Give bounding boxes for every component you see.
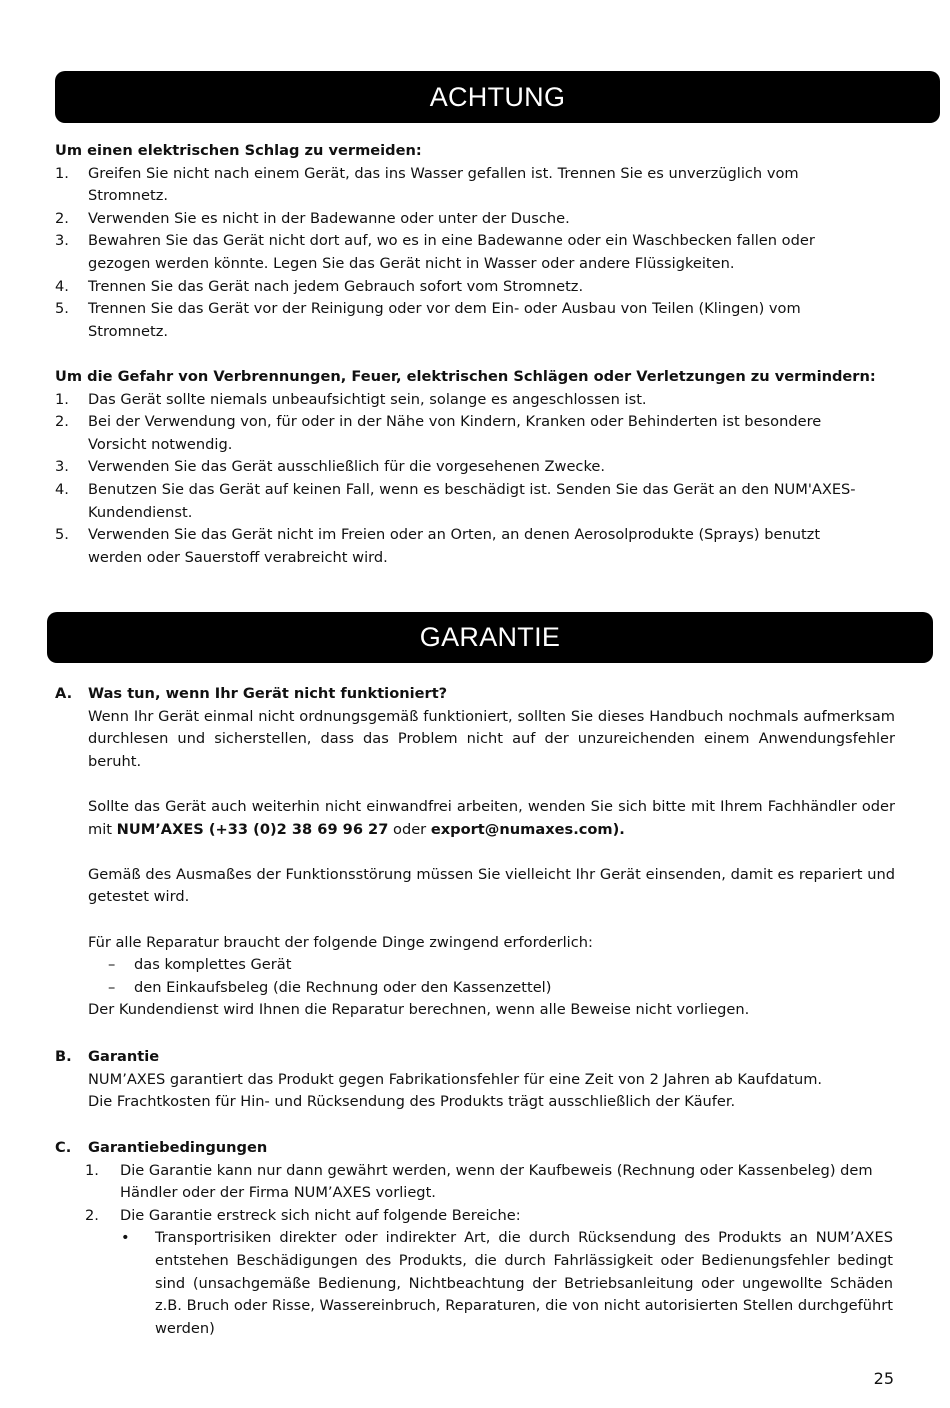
paragraph: Die Frachtkosten für Hin- und Rücksendung des Produkts trägt ausschließlich der Käufer. bbox=[88, 1093, 736, 1111]
section-letter: A. bbox=[55, 685, 73, 702]
list-item: 4. Benutzen Sie das Gerät auf keinen Fall, wenn es beschädigt ist. Senden Sie das Gerät an den NUM'AXES-Kundendienst. bbox=[55, 480, 856, 521]
list-item: 3. Bewahren Sie das Gerät nicht dort auf, wo es in eine Badewanne oder ein Waschbecken fallen oder gezogen werden könnte. Legen Sie das Gerät nicht in Wasser oder andere Flüssigkeiten. bbox=[55, 232, 815, 272]
achtung-title: ACHTUNG bbox=[429, 81, 566, 112]
paragraph: Der Kundendienst wird Ihnen die Reparatur berechnen, wenn alle Beweise nicht vorliegen. bbox=[88, 1001, 750, 1019]
section-heading: Um die Gefahr von Verbrennungen, Feuer, elektrischen Schlägen oder Verletzungen zu vermindern: bbox=[55, 368, 876, 385]
list-item: 5. Trennen Sie das Gerät vor der Reinigung oder vor dem Ein- oder Ausbau von Teilen (Klingen) vom Stromnetz. bbox=[55, 300, 801, 340]
list-item: 1. Das Gerät sollte niemals unbeaufsichtigt sein, solange es angeschlossen ist. bbox=[55, 390, 647, 408]
dash-marker: – bbox=[108, 978, 116, 996]
page-number: 25 bbox=[873, 1369, 894, 1388]
paragraph: Für alle Reparatur braucht der folgende Dinge zwingend erforderlich: bbox=[88, 933, 593, 951]
section-heading: Garantie bbox=[88, 1048, 160, 1065]
section-heading: Garantiebedingungen bbox=[88, 1139, 268, 1156]
garantie-section-b bbox=[55, 1046, 895, 1114]
section-heading: Was tun, wenn Ihr Gerät nicht funktioniert? bbox=[88, 685, 448, 702]
list-item: 1. Die Garantie kann nur dann gewährt werden, wenn der Kaufbeweis (Rechnung oder Kassenbeleg) dem Händler oder der Firma NUM’AXES vorliegt. bbox=[85, 1161, 873, 1202]
contact-email: export@numaxes.com). bbox=[430, 820, 625, 838]
contact-phone: NUM’AXES (+33 (0)2 38 69 96 27 bbox=[116, 820, 389, 838]
list-item: 4. Trennen Sie das Gerät nach jedem Gebrauch sofort vom Stromnetz. bbox=[55, 277, 584, 295]
paragraph: NUM’AXES garantiert das Produkt gegen Fabrikationsfehler für eine Zeit von 2 Jahren ab Kaufdatum. bbox=[88, 1070, 823, 1088]
section-letter: B. bbox=[55, 1048, 72, 1065]
list-item: – den Einkaufsbeleg (die Rechnung oder den Kassenzettel) bbox=[55, 977, 895, 1000]
paragraph-contact: Sollte das Gerät auch weiterhin nicht einwandfrei arbeiten, wenden Sie sich bitte mit Ihrem Fachhändler oder mit NUM’AXES (+33 (0)2 38 69 96 27 oder export@numaxes.com). bbox=[88, 797, 895, 838]
paragraph: Gemäß des Ausmaßes der Funktionsstörung müssen Sie vielleicht Ihr Gerät einsenden, damit es repariert und getestet wird. bbox=[88, 865, 895, 906]
bullet-item: • Transportrisiken direkter oder indirekter Art, die durch Rücksendung des Produkts an NUM’AXES entstehen Beschädigungen des Produkts, die durch Fahrlässigkeit oder Bedienungsfehler bedingt sind (unsachgemäße Bedienung, Nichtbeachtung der Betriebsanleitung oder ungewollte Schäden z.B. Bruch oder Risse, Wassereinbruch, Reparaturen, die von nicht autorisierten Stellen durchgeführt werden) bbox=[121, 1229, 893, 1337]
list-item: 1. Greifen Sie nicht nach einem Gerät, das ins Wasser gefallen ist. Trennen Sie es unverzüglich vom Stromnetz. bbox=[55, 164, 799, 205]
garantie-section-a bbox=[55, 683, 895, 1022]
list-item: – das komplettes Gerät bbox=[55, 954, 895, 977]
garantie-title: GARANTIE bbox=[419, 622, 561, 652]
list-item: 5. Verwenden Sie das Gerät nicht im Freien oder an Orten, an denen Aerosolprodukte (Sprays) benutzt werden oder Sauerstoff verabreicht wird. bbox=[55, 526, 821, 566]
list-item: 2. Verwenden Sie es nicht in der Badewanne oder unter der Dusche. bbox=[55, 209, 570, 227]
paragraph: Wenn Ihr Gerät einmal nicht ordnungsgemäß funktioniert, sollten Sie dieses Handbuch nochmals aufmerksam durchlesen und sicherstellen, dass das Problem nicht auf der unzureichenden einem Anwendungsfehler beruht. bbox=[88, 707, 895, 770]
section-heading: Um einen elektrischen Schlag zu vermeiden: bbox=[55, 142, 422, 159]
bullet-marker: • bbox=[121, 1229, 130, 1247]
achtung-section-electric-shock bbox=[55, 140, 855, 343]
list-item: 3. Verwenden Sie das Gerät ausschließlich für die vorgesehenen Zwecke. bbox=[55, 458, 605, 476]
list-item: 2. Die Garantie erstreck sich nicht auf folgende Bereiche: bbox=[85, 1206, 521, 1224]
achtung-section-burns-fire bbox=[55, 366, 885, 569]
list-item: 2. Bei der Verwendung von, für oder in der Nähe von Kindern, Kranken oder Behinderten ist besondere Vorsicht notwendig. bbox=[55, 413, 822, 453]
dash-marker: – bbox=[108, 956, 116, 974]
garantie-banner bbox=[47, 612, 933, 663]
section-letter: C. bbox=[55, 1139, 72, 1156]
achtung-banner bbox=[55, 71, 940, 123]
garantie-section-c bbox=[55, 1137, 893, 1340]
